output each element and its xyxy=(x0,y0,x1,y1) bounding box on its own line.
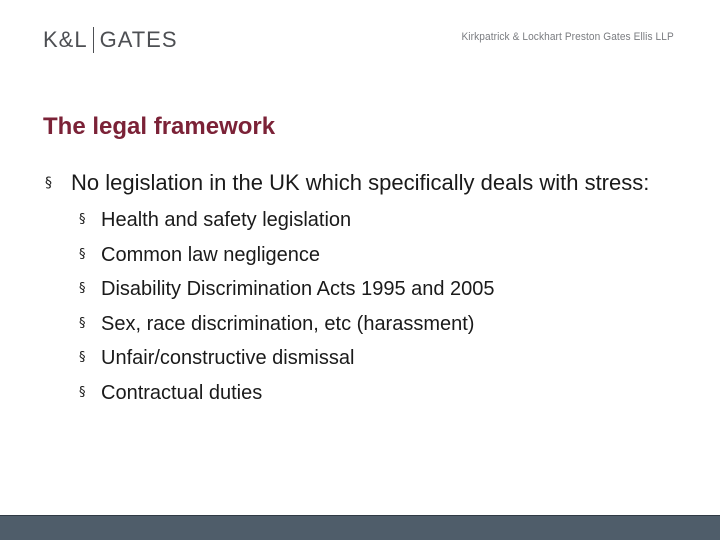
bullet-icon: § xyxy=(79,281,86,297)
sub-bullet-text: Disability Discrimination Acts 1995 and 2005 xyxy=(101,278,495,301)
main-bullet xyxy=(45,168,691,198)
sub-bullet xyxy=(45,203,695,238)
bullet-icon: § xyxy=(79,212,86,227)
bullet-icon: § xyxy=(79,350,86,366)
sub-bullet-list xyxy=(45,203,695,411)
sub-bullets-container xyxy=(45,203,695,411)
bullet-icon: § xyxy=(79,246,86,262)
logo-divider xyxy=(93,27,94,53)
sub-bullet xyxy=(45,307,695,342)
bullet-icon: § xyxy=(45,175,52,191)
sub-bullet xyxy=(45,341,695,376)
bullet-icon: § xyxy=(79,315,86,331)
sub-bullet xyxy=(45,238,695,273)
bullet-icon: § xyxy=(79,384,86,400)
sub-bullet xyxy=(45,376,695,411)
slide-body xyxy=(45,168,695,411)
firm-name: Kirkpatrick & Lockhart Preston Gates Ellis LLP xyxy=(461,31,674,43)
sub-bullet-text: Health and safety legislation xyxy=(101,209,352,231)
logo-left-text: K&L xyxy=(43,27,88,52)
sub-bullet-text: Common law negligence xyxy=(101,243,321,266)
main-bullet-text: No legislation in the UK which specifically deals with stress: xyxy=(71,170,650,195)
sub-bullet-text: Sex, race discrimination, etc (harassment) xyxy=(101,312,475,335)
slide-title: The legal framework xyxy=(43,113,276,140)
footer-bar xyxy=(0,515,720,540)
sub-bullet-text: Unfair/constructive dismissal xyxy=(101,347,355,370)
sub-bullet xyxy=(45,272,695,307)
sub-bullet-text: Contractual duties xyxy=(101,381,263,404)
logo-right-text: GATES xyxy=(99,27,178,52)
kl-gates-logo xyxy=(43,26,178,54)
